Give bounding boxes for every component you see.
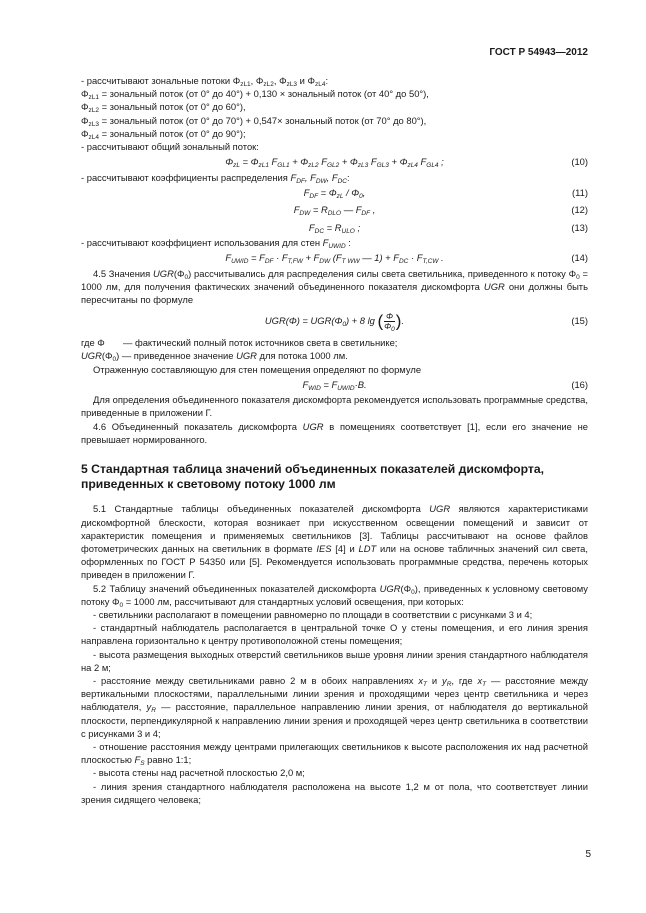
- condition-item-1: - светильники располагают в помещении равномерно по площади в соответствии с рисунками 3 и 4;: [93, 609, 533, 621]
- page-content: [81, 74, 588, 806]
- zonal-intro: - рассчитывают зональные потоки $\Phi_{zL1}$, $\Phi_{zL2}$, $\Phi_{zL3}$ и $\Phi_{zL4}$:: [81, 75, 329, 88]
- condition-item-3: - высота размещения выходных отверстий светильников выше уровня линии зрения стандартного наблюдателя на 2 м;: [81, 648, 588, 673]
- formula-16: $F_{WID} = F_{UWID}\cdot B$. (16): [302, 378, 588, 392]
- formula-15: $UGR(\Phi) = UGR(\Phi_0) + 8$ lg ( $\frac{\Phi}{\Phi_0}$ ). (15): [264, 311, 588, 334]
- zonal-line-3: $\Phi_{zL3}$ = зональный поток (от 0° до 70°) + 0,547× зональный поток (от 70° до 80°),: [81, 114, 427, 128]
- total-flux-intro: - рассчитывают общий зональный поток:: [81, 141, 259, 153]
- distribution-intro: - рассчитывают коэффициенты распределения $F_{DF}$, $F_{DW}$, $F_{DC}$:: [81, 171, 350, 185]
- zonal-line-2: $\Phi_{zL2}$ = зональный поток (от 0° до 60°),: [81, 101, 246, 115]
- paragraph-5-2: 5.2 Таблицу значений объединенных показателей дискомфорта $UGR(\Phi_0)$, приведенных к условному световому потоку $\Phi_0 = 1000$ лм, рассчитывают для стандартных условий освещения, при которых:: [81, 582, 588, 609]
- standard-header: ГОСТ Р 54943—2012: [489, 47, 588, 58]
- software-note: Для определения объединенного показателя дискомфорта рекомендуется использовать программные средства, приведенные в приложении Г.: [81, 394, 588, 419]
- paragraph-4-5: 4.5 Значения $UGR(\Phi_0)$ рассчитывались для распределения силы света светильника, приведенного к потоку $\Phi_0 = 1000$ лм, для получения фактических значений объединенного показателя дискомфорта UGR они должны быть пересчитаны по формуле: [81, 267, 589, 305]
- page-number: 5: [585, 849, 591, 860]
- formula-13: $F_{DC} = R_{ULO}$ ; (13): [308, 221, 588, 235]
- condition-item-7: - линия зрения стандартного наблюдателя расположена на высоте 1,2 м от пола, что соответствует линии зрения сидящего человека;: [81, 780, 588, 805]
- paragraph-4-6: 4.6 Объединенный показатель дискомфорта UGR в помещениях соответствует [1], если его значение не превышает нормированного.: [81, 420, 588, 445]
- definition-phi: где Φ — фактический полный поток источников света в светильнике;: [81, 337, 398, 349]
- zonal-line-1: $\Phi_{zL1}$ = зональный поток (от 0° до 40°) + 0,130 × зональный поток (от 40° до 50°),: [81, 88, 429, 102]
- zonal-line-4: $\Phi_{zL4}$ = зональный поток (от 0° до 90°);: [81, 127, 246, 141]
- paragraph-5-1: 5.1 Стандартные таблицы объединенных показателей дискомфорта UGR являются характеристиками дискомфортной блескости, которая возникает при искусственном освещении помещений и зависит от характеристик помещения и применяемых светильников [3]. Таблицы рассчитывают на основе файлов фотометрических данных на светильник в формате IES [4] и LDT или на основе табличных значений сил света, оформленных по ГОСТ Р 54350 или [5]. Рекомендуется использовать программные средства, перечень которых приведен в приложении Г.: [81, 503, 589, 581]
- condition-item-2: - стандартный наблюдатель располагается в центральной точке О у стены помещения, и его линия зрения направлена горизонтально к центру противоположной стены помещения;: [81, 622, 588, 647]
- formula-14: $F_{UWID} = F_{DF} \cdot F_{T,FW} + F_{DW}$ ($F_{T WW}$ — $1) + F_{DC} \cdot F_{T,CW}$ . (14): [225, 252, 588, 266]
- condition-item-6: - высота стены над расчетной плоскостью 2,0 м;: [93, 767, 305, 779]
- utilization-intro: - рассчитывают коэффициент использования для стен $F_{UWID}$ :: [81, 236, 351, 250]
- condition-item-4: - расстояние между светильниками равно 2 м в обоих направлениях $x_T$ и $y_R$, где $x_T$ — расстояние между вертикальными плоскостями, параллельными линии зрения и проходящими через центр светильника и через наблюдателя, $y_R$ — расстояние, параллельное направлению линии зрения, от наблюдателя до вертикальной плоскости, перпендикулярной к направлению линии зрения и проходящей через центр светильника в соответствии с рисунками 3 и 4;: [81, 675, 588, 739]
- condition-item-5: - отношение расстояния между центрами прилегающих светильников к высоте расположения их над расчетной плоскостью $F_S$ равно 1:1;: [81, 741, 588, 768]
- section-5-title: 5 Стандартная таблица значений объединенных показателей дискомфорта, приведенных к световому потоку 1000 лм: [81, 462, 545, 492]
- walls-intro: Отраженную составляющую для стен помещения определяют по формуле: [93, 363, 422, 375]
- formula-11: $F_{DF} = \Phi_{zL} / \Phi_0$, (11): [303, 186, 588, 200]
- formula-12: $F_{DW} = R_{DLO}$ — $F_{DF}$ , (12): [293, 204, 588, 218]
- definition-ugr0: $UGR(\Phi_0)$ — приведенное значение UGR для потока 1000 лм.: [81, 350, 348, 364]
- formula-10: $\Phi_{zL} = \Phi_{zL1}$ $F_{GL1} + \Phi_{zL2}$ $F_{GL2} + \Phi_{zL3}$ $F_{GL3} + \Phi_{zL4}$ $F_{GL4}$ ; (10): [225, 156, 588, 170]
